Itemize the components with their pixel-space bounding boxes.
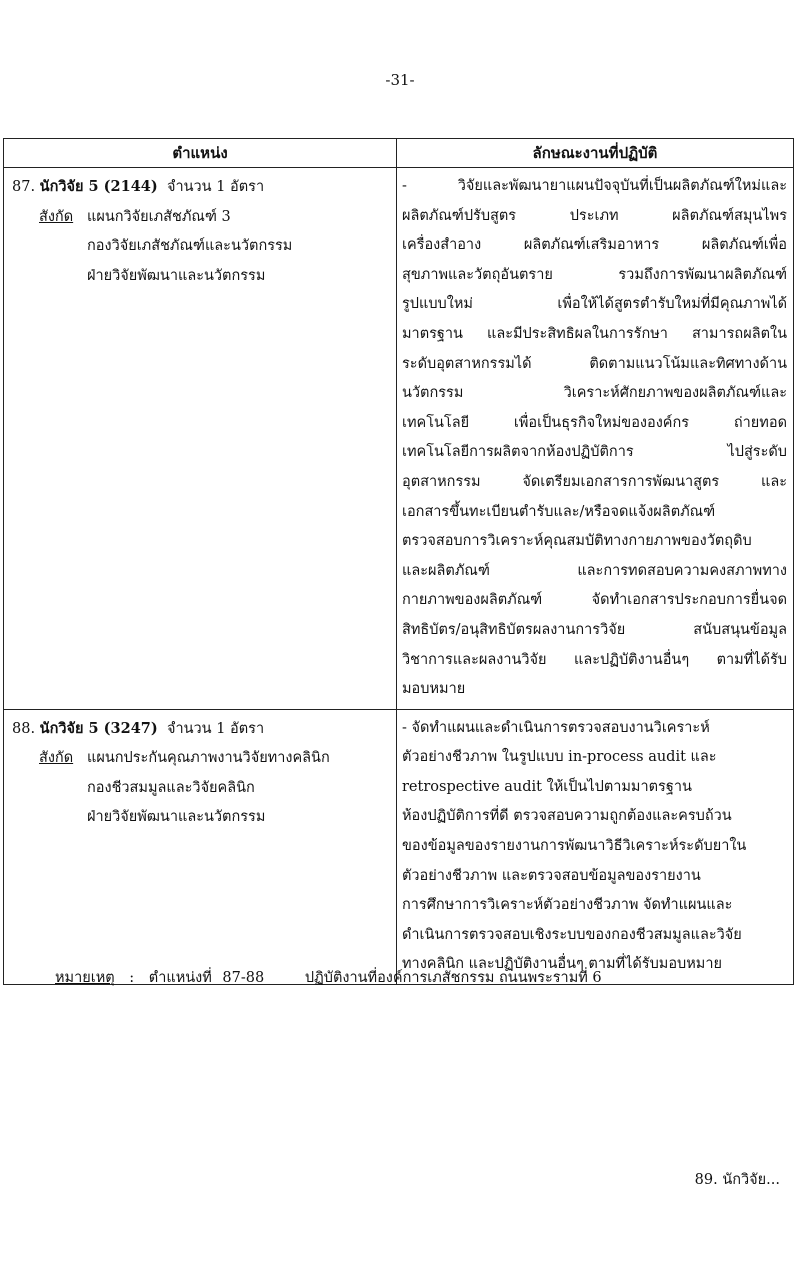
table-row <box>4 709 794 984</box>
affiliation-line <box>12 744 390 774</box>
description-line: มาตรฐาน และมีประสิทธิผลในการรักษา สามารถผลิตใน <box>402 325 787 342</box>
page-number: -31- <box>385 71 415 89</box>
continued-marker: 89. นักวิจัย... <box>694 1172 780 1188</box>
description-line: ตรวจสอบการวิเคราะห์คุณสมบัติทางกายภาพของวัตถุดิบ <box>402 533 752 550</box>
position-number: 88. <box>12 720 36 737</box>
description-line: ตัวอย่างชีวภาพ และตรวจสอบข้อมูลของรายงาน <box>402 867 701 884</box>
description-line: - วิจัยและพัฒนายาแผนปัจจุบันที่เป็นผลิตภัณฑ์ใหม่และ <box>402 178 787 194</box>
description-line: และผลิตภัณฑ์ และการทดสอบความคงสภาพทาง <box>402 562 787 579</box>
position-cell <box>4 709 397 984</box>
table-header-row <box>4 139 794 168</box>
description-line: ของข้อมูลของรายงานการพัฒนาวิธีวิเคราะห์ระดับยาใน <box>402 838 747 855</box>
description-line: ทางคลินิก และปฏิบัติงานอื่นๆ ตามที่ได้รับมอบหมาย <box>402 956 722 973</box>
affiliation-label: สังกัด <box>39 750 74 767</box>
affiliation-unit: แผนกวิจัยเภสัชภัณฑ์ 3 <box>87 208 231 225</box>
description-line: - จัดทำแผนและดำเนินการตรวจสอบงานวิเคราะห์ <box>402 719 710 736</box>
note-text: ปฏิบัติงานที่องค์การเภสัชกรรม ถนนพระรามที่ 6 <box>304 970 602 986</box>
description-line: วิชาการและผลงานวิจัย และปฏิบัติงานอื่นๆ ตามที่ได้รับ <box>402 651 787 668</box>
header-job-description: ลักษณะงานที่ปฏิบัติ <box>397 139 794 168</box>
description-line: สุขภาพและวัตถุอันตราย รวมถึงการพัฒนาผลิตภัณฑ์ <box>402 266 787 283</box>
note-position-label: ตำแหน่งที่ <box>148 970 212 986</box>
header-position: ตำแหน่ง <box>4 139 397 168</box>
description-line: การศึกษาการวิเคราะห์ตัวอย่างชีวภาพ จัดทำแผนและ <box>402 897 733 914</box>
position-number: 87. <box>12 179 36 195</box>
affiliation-line <box>12 203 390 233</box>
description-line: ห้องปฏิบัติการที่ดี ตรวจสอบความถูกต้องและครบถ้วน <box>402 808 732 825</box>
description-line: ระดับอุตสาหกรรมได้ ติดตามแนวโน้มและทิศทางด้าน <box>402 355 787 372</box>
affiliation-unit: กองชีวสมมูลและวิจัยคลินิก <box>87 779 255 796</box>
note-range: 87-88 <box>222 970 265 986</box>
note-label: หมายเหตุ <box>55 970 115 986</box>
description-cell <box>397 168 794 710</box>
position-count: จำนวน 1 อัตรา <box>166 720 265 737</box>
positions-table <box>3 138 794 985</box>
affiliation-unit: กองวิจัยเภสัชภัณฑ์และนวัตกรรม <box>87 238 293 255</box>
description-line: ตัวอย่างชีวภาพ ในรูปแบบ in-process audit และ <box>402 749 717 766</box>
position-cell <box>4 168 397 710</box>
note <box>55 966 602 989</box>
affiliation-unit: ฝ่ายวิจัยพัฒนาและนวัตกรรม <box>87 809 266 826</box>
affiliation-unit: แผนกประกันคุณภาพงานวิจัยทางคลินิก <box>87 750 330 767</box>
affiliation-label: สังกัด <box>39 208 74 225</box>
description-line: มอบหมาย <box>402 681 466 698</box>
description-line: เทคโนโลยีการผลิตจากห้องปฏิบัติการ ไปสู่ระดับ <box>402 444 787 461</box>
table-row <box>4 168 794 710</box>
description-line: เครื่องสำอาง ผลิตภัณฑ์เสริมอาหาร ผลิตภัณฑ์เพื่อ <box>402 237 787 254</box>
description-line: กายภาพของผลิตภัณฑ์ จัดทำเอกสารประกอบการยื่นจด <box>402 592 787 609</box>
affiliation-unit: ฝ่ายวิจัยพัฒนาและนวัตกรรม <box>87 267 266 284</box>
description-line: รูปแบบใหม่ เพื่อให้ได้สูตรตำรับใหม่ที่มีคุณภาพได้ <box>402 296 787 313</box>
description-line: อุตสาหกรรม จัดเตรียมเอกสารการพัฒนาสูตร และ <box>402 473 787 490</box>
description-line: ผลิตภัณฑ์ปรับสูตร ประเภท ผลิตภัณฑ์สมุนไพร <box>402 207 787 224</box>
position-title: นักวิจัย 5 (2144) <box>39 178 158 195</box>
description-line: สิทธิบัตร/อนุสิทธิบัตรผลงานการวิจัย สนับสนุนข้อมูล <box>402 621 787 638</box>
note-separator: : <box>129 970 135 986</box>
description-line: เทคโนโลยี เพื่อเป็นธุรกิจใหม่ขององค์กร ถ่ายทอด <box>402 414 787 431</box>
position-count: จำนวน 1 อัตรา <box>166 179 265 195</box>
description-line: retrospective audit ให้เป็นไปตามมาตรฐาน <box>402 778 692 795</box>
position-heading <box>12 172 390 203</box>
description-line: นวัตกรรม วิเคราะห์ศักยภาพของผลิตภัณฑ์และ <box>402 385 787 402</box>
position-heading <box>12 714 390 745</box>
description-cell <box>397 709 794 984</box>
position-title: นักวิจัย 5 (3247) <box>39 719 158 737</box>
table-body <box>4 168 794 985</box>
description-line: เอกสารขึ้นทะเบียนตำรับและ/หรือจดแจ้งผลิตภัณฑ์ <box>402 503 716 520</box>
description-line: ดำเนินการตรวจสอบเชิงระบบของกองชีวสมมูลและวิจัย <box>402 926 742 943</box>
